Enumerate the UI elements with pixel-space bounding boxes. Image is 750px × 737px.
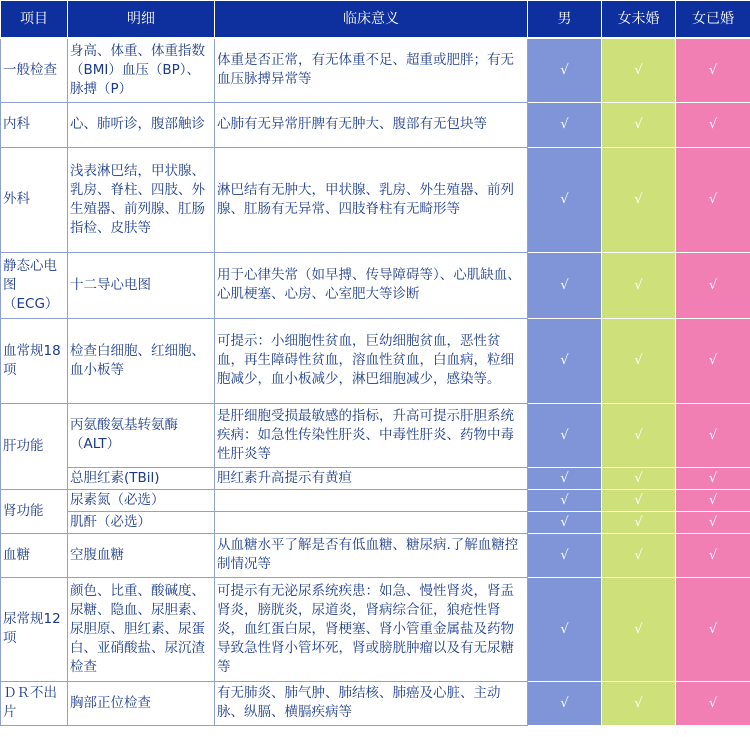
row-meaning — [215, 511, 528, 533]
check-mark-icon: √ — [560, 514, 569, 530]
male-check — [528, 38, 602, 102]
row-meaning: 可提示有无泌尿系统疾患：如急、慢性肾炎，肾盂肾炎，膀胱炎，尿道炎，肾病综合征，狼疮性肾炎，血红蛋白尿，肾梗塞、肾小管重金属盐及药物导致急性肾小管坏死，肾或膀胱肿瘤以及有无尿糖等 — [215, 577, 528, 681]
header-male: 男 — [528, 1, 602, 39]
row-detail: 丙氨酸氨基转氨酶（ALT） — [68, 403, 215, 467]
female-married-check — [676, 147, 750, 252]
table-row — [1, 681, 750, 725]
check-mark-icon: √ — [560, 427, 569, 443]
check-mark-icon: √ — [634, 277, 643, 293]
check-mark-icon: √ — [560, 117, 569, 132]
row-detail: 颜色、比重、酸碱度、尿糖、隐血、尿胆素、尿胆原、胆红素、尿蛋白、亚硝酸盐、尿沉渣检查 — [68, 577, 215, 681]
check-mark-icon: √ — [634, 427, 643, 443]
row-detail: 十二导心电图 — [68, 252, 215, 318]
male-check — [528, 467, 602, 489]
check-mark-icon: √ — [708, 695, 718, 711]
row-category: ＤＲ不出片 — [1, 681, 68, 725]
check-mark-icon: √ — [560, 470, 569, 486]
male-check — [528, 252, 602, 318]
female-married-check — [676, 489, 750, 511]
male-check — [528, 681, 602, 725]
row-detail: 浅表淋巴结，甲状腺、乳房、脊柱、四肢、外生殖器、前列腺、肛肠指检、皮肤等 — [68, 147, 215, 252]
check-mark-icon: √ — [560, 353, 569, 368]
male-check — [528, 489, 602, 511]
female-single-check — [602, 577, 676, 681]
check-mark-icon: √ — [708, 62, 718, 78]
female-single-check — [602, 403, 676, 467]
table-row — [1, 147, 750, 252]
female-married-check — [676, 38, 750, 102]
check-mark-icon: √ — [708, 192, 718, 207]
header-detail: 明细 — [68, 1, 215, 39]
check-mark-icon: √ — [708, 470, 718, 486]
female-married-check — [676, 681, 750, 725]
table-row — [1, 252, 750, 318]
table-row — [1, 403, 750, 467]
row-detail: 身高、体重、体重指数（BMI）血压（BP）、脉搏（P） — [68, 38, 215, 102]
check-mark-icon: √ — [708, 514, 718, 530]
table-row — [1, 533, 750, 577]
row-meaning: 体重是否正常，有无体重不足、超重或肥胖；有无血压脉搏异常等 — [215, 38, 528, 102]
row-category: 一般检查 — [1, 38, 68, 102]
male-check — [528, 102, 602, 147]
female-married-check — [676, 533, 750, 577]
male-check — [528, 533, 602, 577]
table-row — [1, 489, 750, 511]
female-married-check — [676, 511, 750, 533]
row-meaning: 有无肺炎、肺气肿、肺结核、肺癌及心脏、主动脉、纵膈、横膈疾病等 — [215, 681, 528, 725]
male-check — [528, 318, 602, 403]
header-female-single: 女未婚 — [602, 1, 676, 39]
check-mark-icon: √ — [708, 547, 718, 563]
row-meaning: 用于心律失常（如早搏、传导障碍等）、心肌缺血、心肌梗塞、心房、心室肥大等诊断 — [215, 252, 528, 318]
header-row — [1, 1, 750, 39]
female-single-check — [602, 511, 676, 533]
row-detail: 心、肺听诊，腹部触诊 — [68, 102, 215, 147]
check-mark-icon: √ — [634, 514, 643, 530]
check-mark-icon: √ — [634, 353, 643, 368]
row-meaning: 是肝细胞受损最敏感的指标，升高可提示肝胆系统疾病：如急性传染性肝炎、中毒性肝炎、药物中毒性肝炎等 — [215, 403, 528, 467]
check-mark-icon: √ — [708, 427, 718, 443]
female-single-check — [602, 681, 676, 725]
row-category: 内科 — [1, 102, 68, 147]
table-row — [1, 511, 750, 533]
check-mark-icon: √ — [560, 547, 569, 563]
row-category: 肾功能 — [1, 489, 68, 533]
row-detail: 检查白细胞、红细胞、血小板等 — [68, 318, 215, 403]
male-check — [528, 511, 602, 533]
female-single-check — [602, 533, 676, 577]
female-single-check — [602, 38, 676, 102]
female-single-check — [602, 147, 676, 252]
female-single-check — [602, 467, 676, 489]
row-category: 静态心电图（ECG） — [1, 252, 68, 318]
check-mark-icon: √ — [708, 353, 718, 368]
check-mark-icon: √ — [634, 192, 643, 207]
header-meaning: 临床意义 — [215, 1, 528, 39]
row-category: 血常规18项 — [1, 318, 68, 403]
female-married-check — [676, 467, 750, 489]
check-mark-icon: √ — [634, 695, 643, 711]
row-detail: 尿素氮（必选） — [68, 489, 215, 511]
row-category: 尿常规12项 — [1, 577, 68, 681]
row-category: 血糖 — [1, 533, 68, 577]
check-mark-icon: √ — [634, 117, 643, 132]
table-row — [1, 577, 750, 681]
table-row — [1, 467, 750, 489]
check-mark-icon: √ — [708, 621, 718, 637]
row-detail: 肌酐（必选） — [68, 511, 215, 533]
male-check — [528, 577, 602, 681]
female-single-check — [602, 489, 676, 511]
check-mark-icon: √ — [560, 621, 569, 637]
check-mark-icon: √ — [560, 695, 569, 711]
row-meaning — [215, 489, 528, 511]
table-row — [1, 318, 750, 403]
row-meaning: 可提示：小细胞性贫血，巨幼细胞贫血，恶性贫血，再生障碍性贫血，溶血性贫血，白血病，粒细胞减少，血小板减少，淋巴细胞减少，感染等。 — [215, 318, 528, 403]
check-mark-icon: √ — [708, 492, 718, 508]
row-detail: 总胆红素(TBil) — [68, 467, 215, 489]
male-check — [528, 147, 602, 252]
row-meaning: 心肺有无异常肝脾有无肿大、腹部有无包块等 — [215, 102, 528, 147]
row-meaning: 从血糖水平了解是否有低血糖、糖尿病.了解血糖控制情况等 — [215, 533, 528, 577]
row-category: 外科 — [1, 147, 68, 252]
check-mark-icon: √ — [634, 62, 643, 78]
header-item: 项目 — [1, 1, 68, 39]
check-mark-icon: √ — [560, 277, 569, 293]
check-mark-icon: √ — [634, 470, 643, 486]
female-married-check — [676, 318, 750, 403]
check-mark-icon: √ — [708, 117, 718, 132]
female-married-check — [676, 252, 750, 318]
header-female-married: 女已婚 — [676, 1, 750, 39]
table-row — [1, 102, 750, 147]
female-married-check — [676, 577, 750, 681]
row-meaning: 淋巴结有无肿大，甲状腺、乳房、外生殖器、前列腺、肛肠有无异常、四肢脊柱有无畸形等 — [215, 147, 528, 252]
female-single-check — [602, 102, 676, 147]
check-mark-icon: √ — [634, 492, 643, 508]
check-mark-icon: √ — [708, 277, 718, 293]
row-meaning: 胆红素升高提示有黄疸 — [215, 467, 528, 489]
female-married-check — [676, 102, 750, 147]
check-mark-icon: √ — [634, 621, 643, 637]
female-single-check — [602, 252, 676, 318]
table-row — [1, 38, 750, 102]
check-mark-icon: √ — [634, 547, 643, 563]
female-single-check — [602, 318, 676, 403]
row-category: 肝功能 — [1, 403, 68, 489]
female-married-check — [676, 403, 750, 467]
check-mark-icon: √ — [560, 492, 569, 508]
male-check — [528, 403, 602, 467]
check-mark-icon: √ — [560, 62, 569, 78]
row-detail: 胸部正位检查 — [68, 681, 215, 725]
check-mark-icon: √ — [560, 192, 569, 207]
row-detail: 空腹血糖 — [68, 533, 215, 577]
